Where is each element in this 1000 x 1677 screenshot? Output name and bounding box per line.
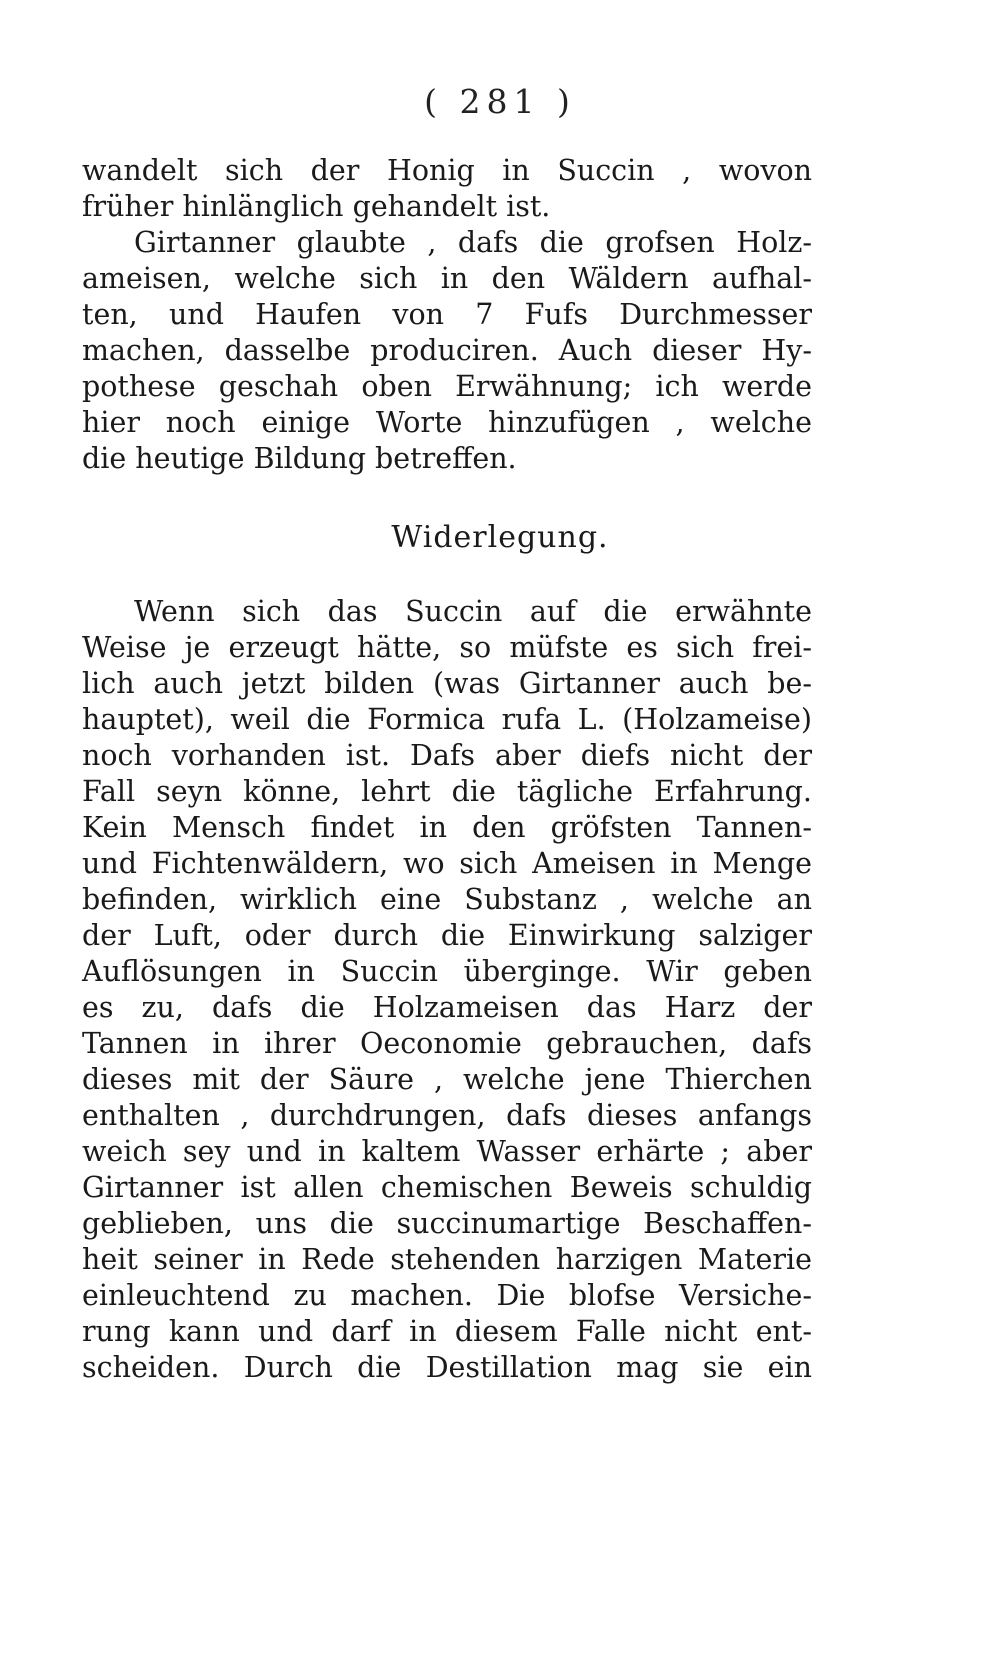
text-line: Girtanner glaubte , dafs die grofsen Holz- xyxy=(134,226,812,259)
text-line: geblieben, uns die succinumartige Beschaffen- xyxy=(82,1207,812,1240)
text-line: scheiden. Durch die Destillation mag sie ein xyxy=(82,1351,812,1384)
text-line: und Fichtenwäldern, wo sich Ameisen in Menge xyxy=(82,847,812,880)
page-number: ( 281 ) xyxy=(424,82,576,121)
text-line: machen, dasselbe produciren. Auch dieser Hy- xyxy=(82,334,812,367)
text-line: wandelt sich der Honig in Succin , wovon xyxy=(82,154,812,187)
text-line: die heutige Bildung betreffen. xyxy=(82,442,517,475)
text-line: Weise je erzeugt hätte, so müfste es sich frei- xyxy=(82,631,812,664)
text-line: Kein Mensch findet in den gröfsten Tannen- xyxy=(82,811,812,844)
text-line: noch vorhanden ist. Dafs aber diefs nicht der xyxy=(82,739,812,772)
text-line: Auflösungen in Succin überginge. Wir geben xyxy=(82,955,812,988)
text-line: weich sey und in kaltem Wasser erhärte ; aber xyxy=(82,1135,812,1168)
text-line: der Luft, oder durch die Einwirkung salziger xyxy=(82,919,812,952)
text-line: hauptet), weil die Formica rufa L. (Holzameise) xyxy=(82,703,812,736)
text-line: dieses mit der Säure , welche jene Thierchen xyxy=(82,1063,812,1096)
text-line: Fall seyn könne, lehrt die tägliche Erfahrung. xyxy=(82,775,812,808)
text-line: enthalten , durchdrungen, dafs dieses anfangs xyxy=(82,1099,812,1132)
top-text-block xyxy=(82,153,812,477)
text-line: rung kann und darf in diesem Falle nicht ent- xyxy=(82,1315,812,1348)
text-line: hier noch einige Worte hinzufügen , welche xyxy=(82,406,812,439)
section-heading: Widerlegung. xyxy=(391,520,609,555)
text-line: es zu, dafs die Holzameisen das Harz der xyxy=(82,991,812,1024)
text-line: heit seiner in Rede stehenden harzigen Materie xyxy=(82,1243,812,1276)
text-line: ameisen, welche sich in den Wäldern aufhal- xyxy=(82,262,812,295)
text-line: pothese geschah oben Erwähnung; ich werde xyxy=(82,370,812,403)
text-line: Tannen in ihrer Oeconomie gebrauchen, dafs xyxy=(82,1027,812,1060)
text-line: Wenn sich das Succin auf die erwähnte xyxy=(134,595,812,628)
text-line: Girtanner ist allen chemischen Beweis schuldig xyxy=(82,1171,812,1204)
text-line: früher hinlänglich gehandelt ist. xyxy=(82,190,551,223)
bottom-text-block xyxy=(82,594,812,1386)
text-line: einleuchtend zu machen. Die blofse Versiche- xyxy=(82,1279,812,1312)
text-line: lich auch jetzt bilden (was Girtanner auch be- xyxy=(82,667,812,700)
text-line: ten, und Haufen von 7 Fufs Durchmesser xyxy=(82,298,812,331)
text-line: befinden, wirklich eine Substanz , welche an xyxy=(82,883,812,916)
